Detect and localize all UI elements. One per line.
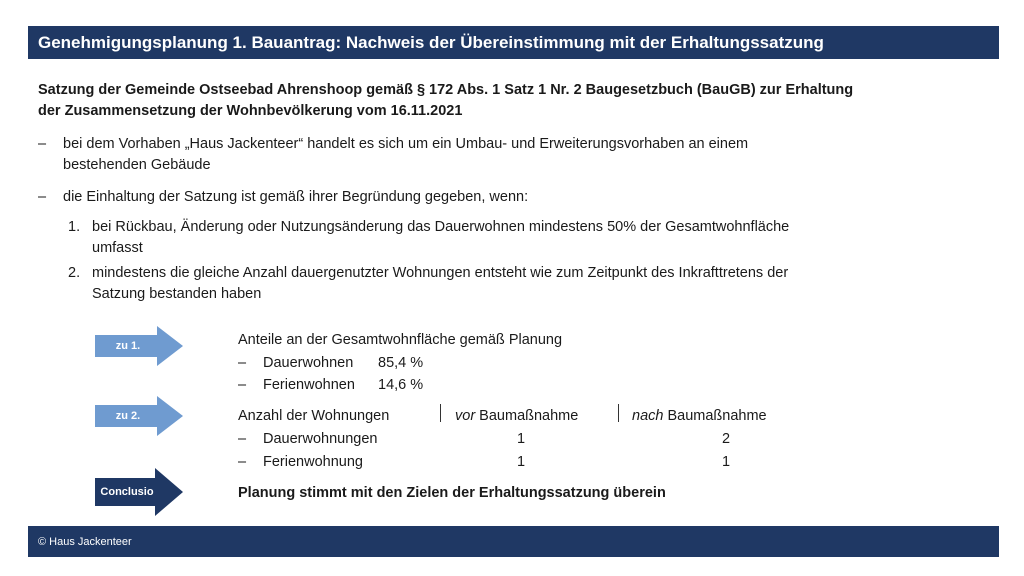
numbered-item-line2: Satzung bestanden haben	[92, 286, 262, 302]
statute-heading	[38, 80, 988, 122]
copyright-text: © Haus Jackenteer	[38, 535, 132, 548]
block1-row-dash: –	[238, 355, 247, 371]
arrow-conclusion	[95, 468, 183, 516]
bullet-dash: –	[38, 189, 47, 205]
block1-row-label: Dauerwohnen	[263, 355, 354, 371]
block2-row-dash: –	[238, 454, 247, 470]
block2-row-nach: 2	[722, 431, 731, 447]
bullet-text-line1: die Einhaltung der Satzung ist gemäß ihrer Begründung gegeben, wenn:	[63, 189, 529, 205]
arrow-label: zu 2.	[115, 410, 141, 422]
column-separator	[440, 404, 441, 422]
slide-title: Genehmigungsplanung 1. Bauantrag: Nachweis der Übereinstimmung mit der Erhaltungssatzung	[38, 32, 824, 52]
bullet-item-conditions	[38, 187, 968, 208]
block1-row-label: Ferienwohnen	[263, 377, 355, 393]
block2-row-label: Dauerwohnungen	[263, 431, 378, 447]
bullet-item-project	[38, 134, 968, 176]
col-nach-emphasis: nach	[632, 408, 664, 424]
numbered-item-number: 2.	[68, 265, 81, 281]
statute-heading-line2: der Zusammensetzung der Wohnbevölkerung vom 16.11.2021	[38, 103, 463, 119]
block2-row-vor: 1	[517, 454, 526, 470]
col-nach-rest: Baumaßnahme	[663, 408, 767, 424]
block2-col-nach	[632, 406, 767, 427]
block1-row-value: 14,6 %	[378, 377, 424, 393]
arrow-label: zu 1.	[115, 340, 141, 352]
numbered-item-line1: bei Rückbau, Änderung oder Nutzungsänderung das Dauerwohnen mindestens 50% der Gesamtwohnfläche	[92, 219, 790, 235]
footer-bar	[28, 526, 999, 557]
block1-title: Anteile an der Gesamtwohnfläche gemäß Planung	[238, 332, 563, 348]
arrow-label: Conclusio	[100, 486, 154, 498]
numbered-item-line1: mindestens die gleiche Anzahl dauergenutzter Wohnungen entsteht wie zum Zeitpunkt des Inkrafttretens der	[92, 265, 789, 281]
arrow-to-condition-1	[95, 326, 183, 366]
bullet-text-line2: bestehenden Gebäude	[63, 157, 211, 173]
block2-col-vor	[455, 406, 578, 427]
slide-title-bar	[28, 26, 999, 59]
col-vor-rest: Baumaßnahme	[475, 408, 579, 424]
block2-title: Anzahl der Wohnungen	[238, 408, 390, 424]
numbered-item-line2: umfasst	[92, 240, 143, 256]
col-vor-emphasis: vor	[455, 408, 476, 424]
block2-row-vor: 1	[517, 431, 526, 447]
conclusion-text: Planung stimmt mit den Zielen der Erhaltungssatzung überein	[238, 485, 666, 501]
bullet-text-line1: bei dem Vorhaben „Haus Jackenteer“ handelt es sich um ein Umbau- und Erweiterungsvorhaben an einem	[63, 136, 749, 152]
block1-row-dash: –	[238, 377, 247, 393]
block2-row-nach: 1	[722, 454, 731, 470]
numbered-item-number: 1.	[68, 219, 81, 235]
numbered-item-1	[68, 217, 968, 259]
bullet-dash: –	[38, 136, 47, 152]
block2-row-label: Ferienwohnung	[263, 454, 363, 470]
block2-row-dash: –	[238, 431, 247, 447]
numbered-item-2	[68, 263, 968, 305]
column-separator	[618, 404, 619, 422]
block1-row-value: 85,4 %	[378, 355, 424, 371]
arrow-to-condition-2	[95, 396, 183, 436]
statute-heading-line1: Satzung der Gemeinde Ostseebad Ahrenshoop gemäß § 172 Abs. 1 Satz 1 Nr. 2 Baugesetzbuch (BauGB) zur Erhaltung	[38, 82, 854, 98]
